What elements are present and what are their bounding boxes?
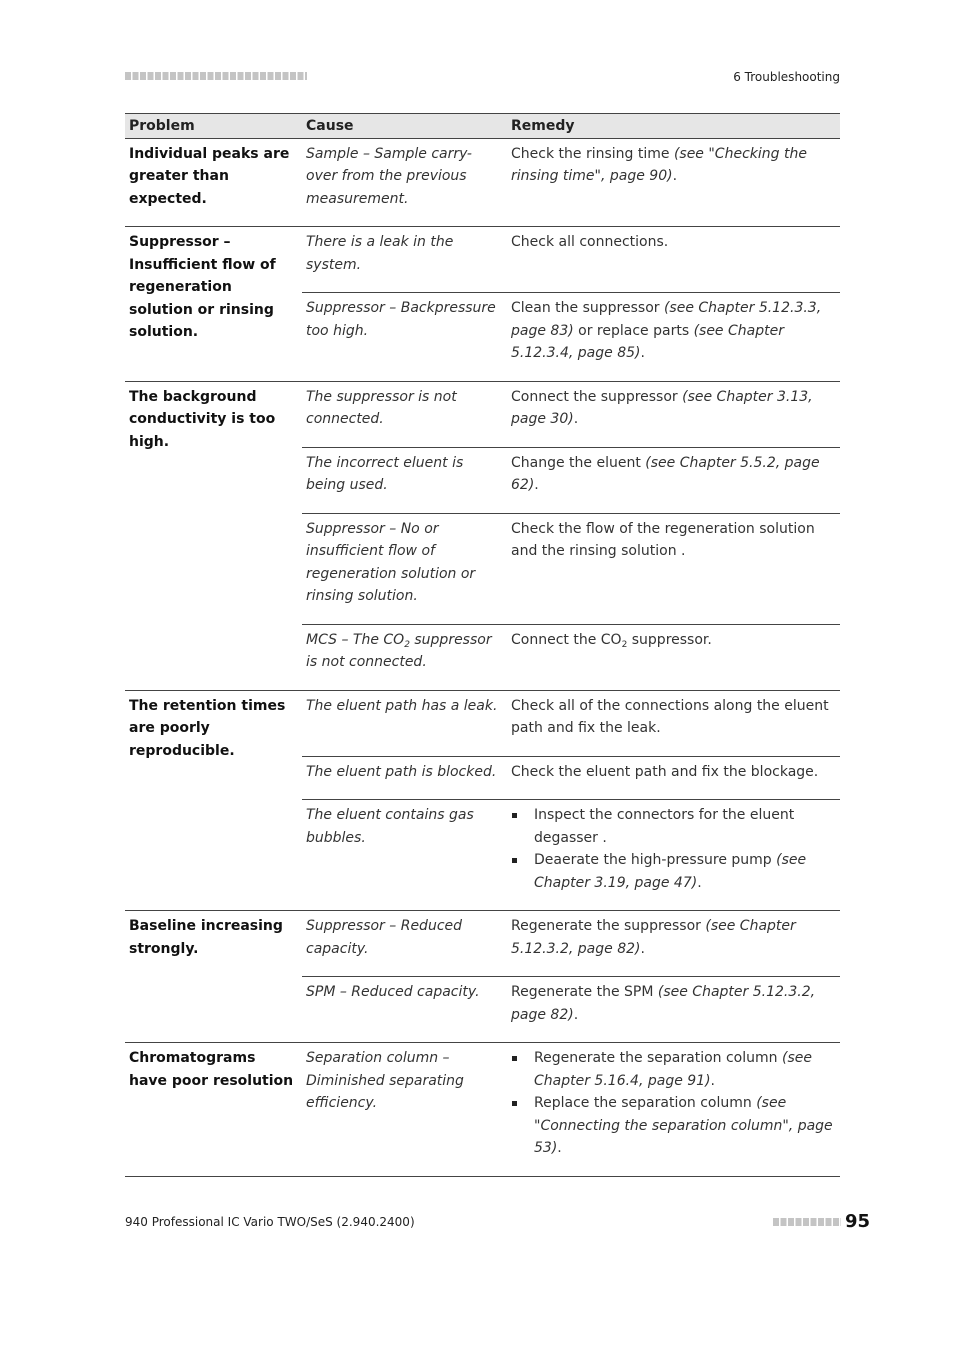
problem-cell: The retention times are poorly reproducible.: [125, 690, 302, 911]
cause-cell: The eluent contains gas bubbles.: [302, 800, 507, 911]
cause-cell: There is a leak in the system.: [302, 227, 507, 293]
troubleshooting-table: [125, 113, 840, 1177]
cause-cell: Separation column – Diminished separating efficiency.: [302, 1043, 507, 1177]
remedy-cell: Check all of the connections along the eluent path and fix the leak.: [507, 690, 840, 756]
footer-product: 940 Professional IC Vario TWO/SeS (2.940.2400): [125, 1215, 415, 1229]
cause-cell: Sample – Sample carry-over from the previous measurement.: [302, 138, 507, 227]
table-row: [125, 381, 840, 447]
cause-cell: SPM – Reduced capacity.: [302, 977, 507, 1043]
header-cause: Cause: [302, 114, 507, 139]
problem-cell: The background conductivity is too high.: [125, 381, 302, 690]
cause-cell: The incorrect eluent is being used.: [302, 447, 507, 513]
header-dot-rule: [125, 72, 307, 80]
remedy-bullet-list: [511, 1047, 836, 1160]
cause-cell: The suppressor is not connected.: [302, 381, 507, 447]
problem-cell: Baseline increasing strongly.: [125, 911, 302, 1043]
list-item: Deaerate the high-pressure pump (see Chapter 3.19, page 47).: [511, 849, 836, 894]
remedy-cell: Clean the suppressor (see Chapter 5.12.3.3, page 83) or replace parts (see Chapter 5.12.3.4, page 85).: [507, 293, 840, 382]
remedy-cell: [507, 1043, 840, 1177]
header-section-title: 6 Troubleshooting: [733, 70, 840, 84]
cause-cell: The eluent path has a leak.: [302, 690, 507, 756]
remedy-cell: Change the eluent (see Chapter 5.5.2, page 62).: [507, 447, 840, 513]
cause-cell: Suppressor – Reduced capacity.: [302, 911, 507, 977]
cause-cell: The eluent path is blocked.: [302, 756, 507, 800]
remedy-cell: Connect the $CO_2$ suppressor.: [507, 624, 840, 690]
cause-cell: Suppressor – No or insufficient flow of regeneration solution or rinsing solution.: [302, 513, 507, 624]
table-row: [125, 227, 840, 293]
footer-dot-rule: [773, 1218, 841, 1226]
table-row: [125, 911, 840, 977]
cause-cell: MCS – The $CO_2$ suppressor is not connected.: [302, 624, 507, 690]
remedy-cell: Check the eluent path and fix the blockage.: [507, 756, 840, 800]
remedy-cell: Connect the suppressor (see Chapter 3.13, page 30).: [507, 381, 840, 447]
remedy-cell: Check all connections.: [507, 227, 840, 293]
list-item: Inspect the connectors for the eluent degasser .: [511, 804, 836, 849]
cause-cell: Suppressor – Backpressure too high.: [302, 293, 507, 382]
problem-cell: Chromatograms have poor resolution: [125, 1043, 302, 1177]
problem-cell: Individual peaks are greater than expected.: [125, 138, 302, 227]
remedy-cell: Check the rinsing time (see "Checking the rinsing time", page 90).: [507, 138, 840, 227]
list-item: Replace the separation column (see "Connecting the separation column", page 53).: [511, 1092, 836, 1160]
page-number: 95: [845, 1211, 871, 1232]
list-item: Regenerate the separation column (see Chapter 5.16.4, page 91).: [511, 1047, 836, 1092]
table-row: [125, 690, 840, 756]
header-problem: Problem: [125, 114, 302, 139]
remedy-cell: [507, 800, 840, 911]
header-remedy: Remedy: [507, 114, 840, 139]
table-row: [125, 1043, 840, 1177]
table-body: [125, 138, 840, 1176]
remedy-bullet-list: [511, 804, 836, 894]
problem-cell: Suppressor – Insufficient flow of regeneration solution or rinsing solution.: [125, 227, 302, 382]
remedy-cell: Regenerate the SPM (see Chapter 5.12.3.2, page 82).: [507, 977, 840, 1043]
remedy-cell: Check the flow of the regeneration solution and the rinsing solution .: [507, 513, 840, 624]
table-header-row: [125, 114, 840, 139]
remedy-cell: Regenerate the suppressor (see Chapter 5.12.3.2, page 82).: [507, 911, 840, 977]
table-row: [125, 138, 840, 227]
